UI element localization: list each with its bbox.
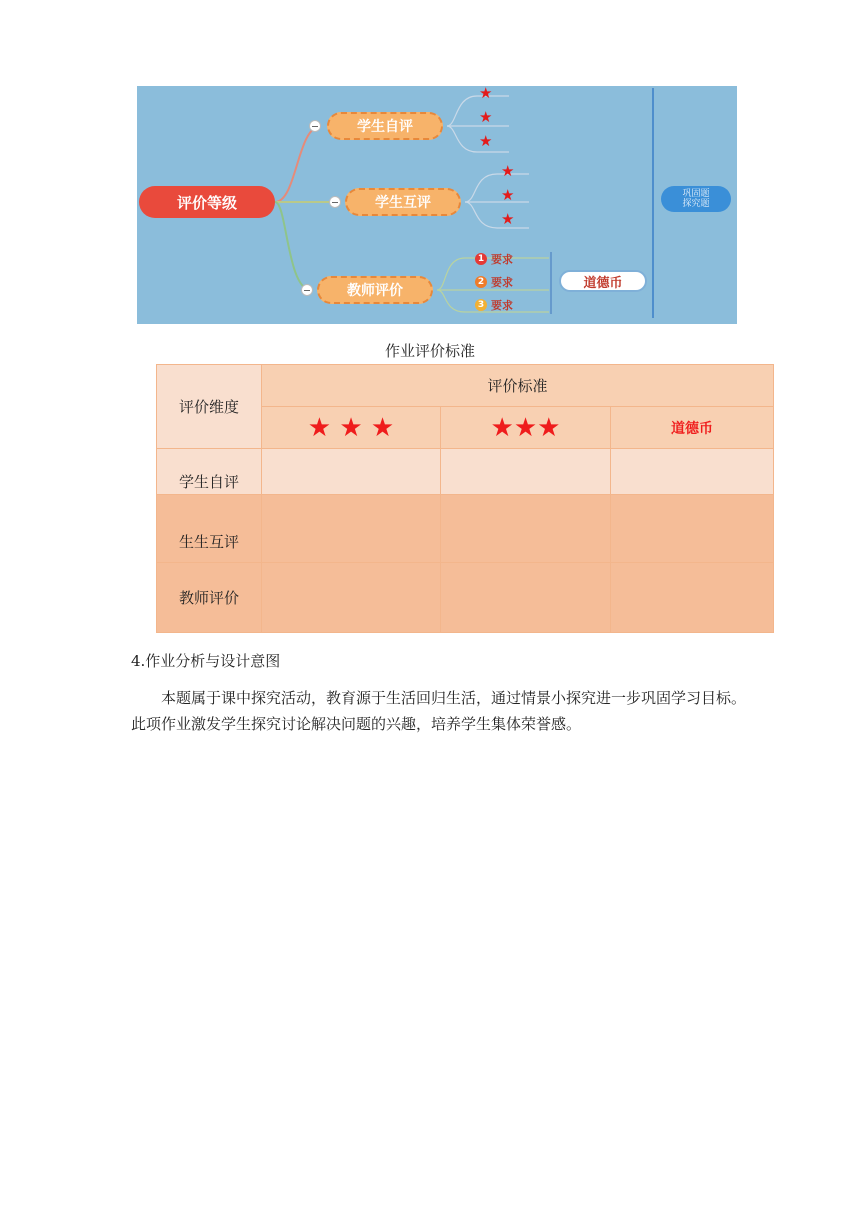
requirement-label: 要求 bbox=[491, 253, 513, 266]
requirement-item-1 bbox=[475, 251, 513, 267]
consolidate-line: 巩固题 bbox=[682, 189, 710, 199]
three-star-cell: ★ ★ ★ bbox=[262, 407, 441, 449]
star-icon: ★ bbox=[501, 186, 515, 204]
table-cell bbox=[262, 449, 441, 495]
collapse-icon bbox=[329, 196, 341, 208]
mindmap-figure bbox=[137, 86, 737, 324]
section-heading: 4.作业分析与设计意图 bbox=[131, 652, 281, 670]
star-icon: ★ bbox=[501, 210, 515, 228]
criteria-header-cell: 评价标准 bbox=[262, 365, 774, 407]
branch-node-peer-eval: 学生互评 bbox=[345, 188, 461, 216]
table-cell bbox=[611, 449, 774, 495]
row-label-self-eval: 学生自评 bbox=[157, 449, 262, 495]
explore-line: 探究题 bbox=[682, 199, 710, 209]
table-cell bbox=[441, 563, 611, 633]
table-cell bbox=[262, 495, 441, 563]
table-header-row bbox=[157, 365, 774, 407]
number-badge-icon: 3 bbox=[475, 299, 487, 311]
collapse-icon bbox=[309, 120, 321, 132]
table-cell bbox=[611, 495, 774, 563]
table-cell bbox=[441, 495, 611, 563]
star-icon: ★ bbox=[501, 162, 515, 180]
star-icon: ★ bbox=[479, 132, 493, 150]
number-badge-icon: 1 bbox=[475, 253, 487, 265]
table-row bbox=[157, 495, 774, 563]
consolidate-explore-node bbox=[661, 186, 731, 212]
root-node-evaluation-level: 评价等级 bbox=[139, 186, 275, 218]
table-cell bbox=[611, 563, 774, 633]
moral-coin-node: 道德币 bbox=[559, 270, 647, 292]
table-caption: 作业评价标准 bbox=[384, 342, 475, 360]
row-label-peer-eval: 生生互评 bbox=[157, 495, 262, 563]
requirement-label: 要求 bbox=[491, 299, 513, 312]
moral-coin-header-cell: 道德币 bbox=[611, 407, 774, 449]
table-row bbox=[157, 449, 774, 495]
branch-node-self-eval: 学生自评 bbox=[327, 112, 443, 140]
requirement-item-2 bbox=[475, 274, 513, 290]
number-badge-icon: 2 bbox=[475, 276, 487, 288]
table-cell bbox=[441, 449, 611, 495]
table-cell bbox=[262, 563, 441, 633]
dimension-header-cell: 评价维度 bbox=[157, 365, 262, 449]
star-icon: ★ bbox=[479, 108, 493, 126]
requirement-item-3 bbox=[475, 297, 513, 313]
analysis-paragraph: 本题属于课中探究活动，教育源于生活回归生活，通过情景小探究进一步巩固学习目标。此项作业激发学生探究讨论解决问题的兴趣，培养学生集体荣誉感。 bbox=[131, 689, 747, 733]
collapse-icon bbox=[301, 284, 313, 296]
requirement-label: 要求 bbox=[491, 276, 513, 289]
row-label-teacher-eval: 教师评价 bbox=[157, 563, 262, 633]
table-row bbox=[157, 563, 774, 633]
three-star-cell-alt: ★★★ bbox=[441, 407, 611, 449]
evaluation-table bbox=[156, 364, 774, 633]
star-icon: ★ bbox=[479, 84, 493, 102]
branch-node-teacher-eval: 教师评价 bbox=[317, 276, 433, 304]
